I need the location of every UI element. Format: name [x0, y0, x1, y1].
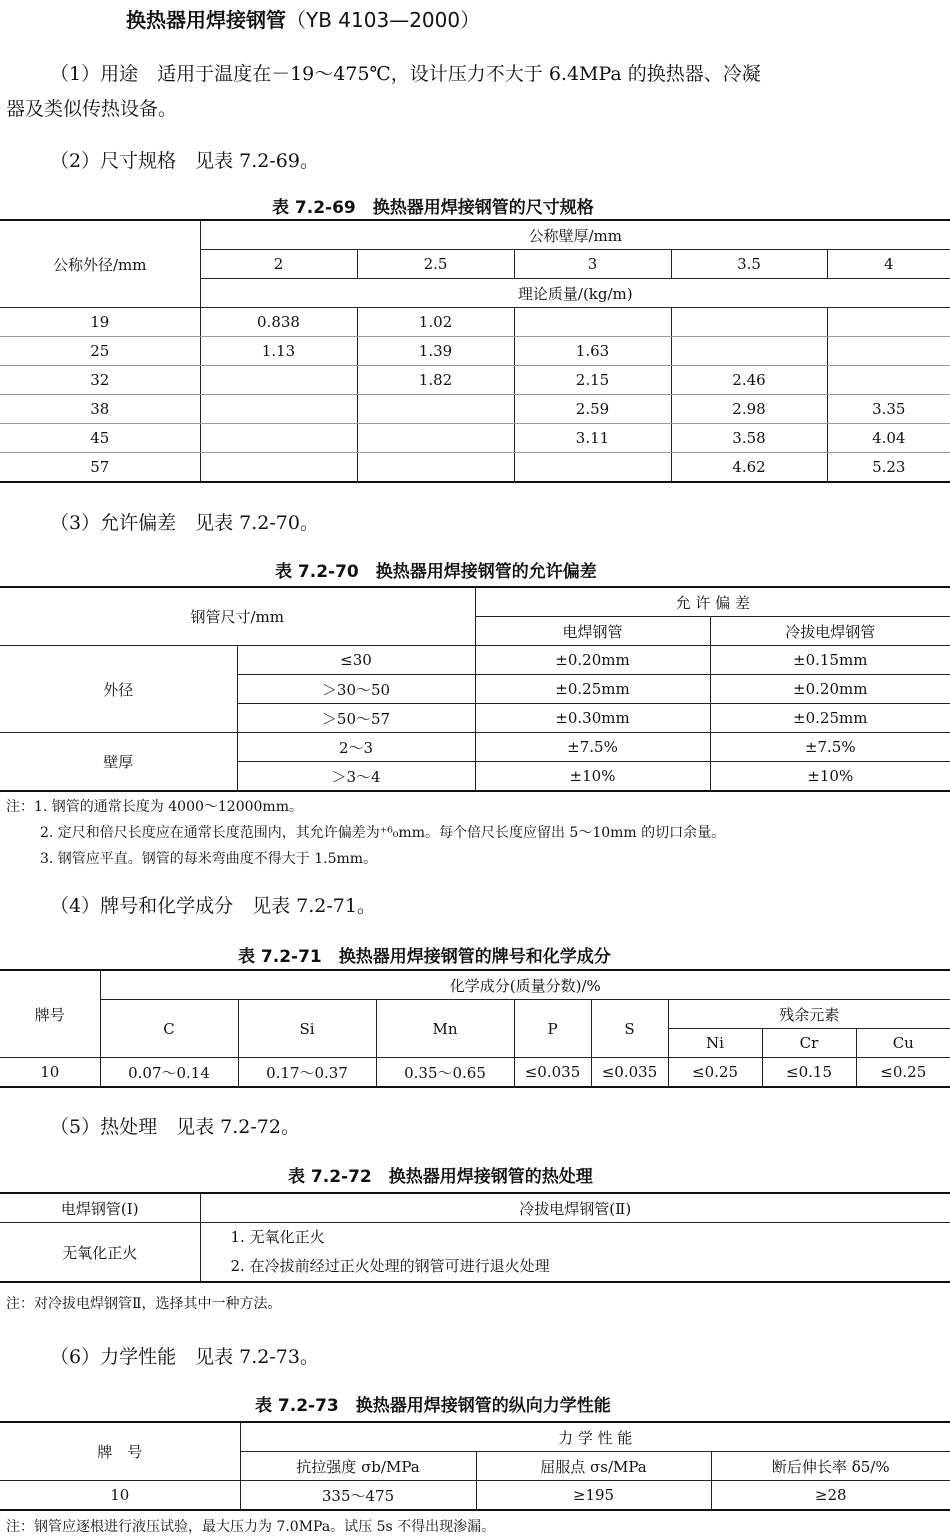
mass-cell: 3.58 [671, 424, 827, 453]
mass-cell: 1.13 [200, 337, 357, 366]
od-cell: 45 [0, 424, 200, 453]
t72-cell-1: 无氧化正火 [0, 1223, 200, 1283]
mass-cell [357, 453, 514, 483]
residual-header: 残余元素 [668, 1000, 950, 1029]
grade-header: 牌号 [0, 970, 100, 1058]
table-72-caption: 表 7.2-72 换热器用焊接钢管的热处理 [288, 1167, 593, 1187]
section-1-line-2: 器及类似传热设备。 [6, 98, 178, 120]
mn-cell: 0.35～0.65 [376, 1058, 514, 1088]
mass-cell: 2.46 [671, 366, 827, 395]
mass-cell [200, 366, 357, 395]
mass-cell [671, 308, 827, 337]
table-72 [0, 1192, 950, 1283]
table-row [0, 424, 950, 453]
mass-cell: 2.15 [514, 366, 671, 395]
od-cell: 19 [0, 308, 200, 337]
section-1-line-1: （1）用途 适用于温度在－19～475℃，设计压力不大于 6.4MPa 的换热器、冷凝 [50, 63, 761, 85]
table-row [0, 1058, 950, 1088]
wall-value: 3.5 [671, 250, 827, 279]
mass-cell: 2.59 [514, 395, 671, 424]
t72-header-1: 电焊钢管(Ⅰ) [0, 1193, 200, 1223]
mass-cell: 0.838 [200, 308, 357, 337]
s-cell: ≤0.035 [591, 1058, 668, 1088]
table-71 [0, 969, 950, 1088]
mass-cell [514, 453, 671, 483]
mass-cell: 3.11 [514, 424, 671, 453]
chem-header: 化学成分(质量分数)/% [100, 970, 950, 1000]
t72-header-2: 冷拔电焊钢管(Ⅱ) [200, 1193, 950, 1223]
range-cell: ＞3～4 [237, 762, 475, 792]
table-73-note: 注：钢管应逐根进行液压试验，最大压力为 7.0MPa。试压 5s 不得出现渗漏。 [6, 1519, 496, 1535]
od-label: 外径 [0, 646, 237, 733]
wall-value: 4 [827, 250, 950, 279]
c-cell: 0.07～0.14 [100, 1058, 238, 1088]
tensile-header: 抗拉强度 σb/MPa [240, 1452, 476, 1481]
t73-grade-cell: 10 [0, 1481, 240, 1511]
cd-header: 冷拔电焊钢管 [710, 617, 950, 646]
ew-cell: ±0.20mm [475, 646, 710, 675]
t73-grade-header: 牌 号 [0, 1422, 240, 1481]
mass-cell [357, 424, 514, 453]
wall-value: 3 [514, 250, 671, 279]
section-5-heading: （5）热处理 见表 7.2-72。 [50, 1116, 300, 1138]
range-cell: 2～3 [237, 733, 475, 762]
mass-cell: 1.82 [357, 366, 514, 395]
mass-cell [827, 366, 950, 395]
section-6-heading: （6）力学性能 见表 7.2-73。 [50, 1346, 319, 1368]
ni-cell: ≤0.25 [668, 1058, 762, 1088]
ew-cell: ±10% [475, 762, 710, 792]
si-cell: 0.17～0.37 [238, 1058, 376, 1088]
table-70-note-3: 3. 钢管应平直。钢管的每米弯曲度不得大于 1.5mm。 [40, 851, 378, 867]
mass-cell [514, 308, 671, 337]
mass-cell: 3.35 [827, 395, 950, 424]
table-70 [0, 586, 950, 792]
ew-cell: ±0.25mm [475, 675, 710, 704]
col-c: C [100, 1000, 238, 1058]
table-row [0, 337, 950, 366]
table-row [0, 395, 950, 424]
mass-header: 理论质量/(kg/m) [200, 279, 950, 308]
od-cell: 57 [0, 453, 200, 483]
table-row [0, 646, 950, 675]
elongation-header: 断后伸长率 δ5/% [711, 1452, 950, 1481]
col-cr: Cr [762, 1029, 856, 1058]
table-row [0, 1223, 950, 1283]
wall-value: 2.5 [357, 250, 514, 279]
col-mn: Mn [376, 1000, 514, 1058]
cd-cell: ±0.25mm [710, 704, 950, 733]
mass-cell [200, 424, 357, 453]
wall-label: 壁厚 [0, 733, 237, 792]
mech-header: 力 学 性 能 [240, 1422, 950, 1452]
ew-cell: ±7.5% [475, 733, 710, 762]
range-cell: ≤30 [237, 646, 475, 675]
yield-cell: ≥195 [476, 1481, 711, 1511]
col-si: Si [238, 1000, 376, 1058]
mass-cell [200, 453, 357, 483]
table-row [0, 453, 950, 483]
t72-cell-2 [200, 1223, 950, 1283]
mass-cell: 1.39 [357, 337, 514, 366]
table-73 [0, 1421, 950, 1511]
section-3-heading: （3）允许偏差 见表 7.2-70。 [50, 512, 319, 534]
table-row [0, 308, 950, 337]
range-cell: ＞50～57 [237, 704, 475, 733]
wall-header: 公称壁厚/mm [200, 220, 950, 250]
mass-cell [827, 337, 950, 366]
document-title-text: 换热器用焊接钢管 [126, 8, 286, 32]
table-70-caption: 表 7.2-70 换热器用焊接钢管的允许偏差 [275, 562, 597, 582]
table-70-note-2: 2. 定尺和倍尺长度应在通常长度范围内，其允许偏差为⁺⁶₀mm。每个倍尺长度应留出 5～10mm 的切口余量。 [40, 825, 726, 841]
table-70-note-1: 注：1. 钢管的通常长度为 4000～12000mm。 [6, 799, 303, 815]
table-72-note: 注：对冷拔电焊钢管Ⅱ，选择其中一种方法。 [6, 1296, 282, 1312]
mass-cell: 1.02 [357, 308, 514, 337]
cd-cell: ±10% [710, 762, 950, 792]
cd-cell: ±0.20mm [710, 675, 950, 704]
mass-cell: 4.62 [671, 453, 827, 483]
col-p: P [514, 1000, 591, 1058]
mass-cell [200, 395, 357, 424]
table-69-caption: 表 7.2-69 换热器用焊接钢管的尺寸规格 [272, 198, 594, 218]
size-header: 钢管尺寸/mm [0, 587, 475, 646]
elongation-cell: ≥28 [711, 1481, 950, 1511]
od-cell: 32 [0, 366, 200, 395]
cu-cell: ≤0.25 [856, 1058, 950, 1088]
mass-cell: 4.04 [827, 424, 950, 453]
grade-cell: 10 [0, 1058, 100, 1088]
mass-cell: 2.98 [671, 395, 827, 424]
table-row [0, 366, 950, 395]
mass-cell [827, 308, 950, 337]
yield-header: 屈服点 σs/MPa [476, 1452, 711, 1481]
col-cu: Cu [856, 1029, 950, 1058]
section-4-heading: （4）牌号和化学成分 见表 7.2-71。 [50, 895, 376, 917]
table-69 [0, 219, 950, 483]
od-cell: 25 [0, 337, 200, 366]
mass-cell: 1.63 [514, 337, 671, 366]
ew-cell: ±0.30mm [475, 704, 710, 733]
col-s: S [591, 1000, 668, 1058]
document-standard: （YB 4103—2000） [286, 8, 481, 32]
cd-cell: ±0.15mm [710, 646, 950, 675]
tensile-cell: 335～475 [240, 1481, 476, 1511]
table-71-caption: 表 7.2-71 换热器用焊接钢管的牌号和化学成分 [238, 947, 611, 967]
wall-value: 2 [200, 250, 357, 279]
table-row [0, 733, 950, 762]
table-row [0, 1481, 950, 1511]
section-2-heading: （2）尺寸规格 见表 7.2-69。 [50, 150, 319, 172]
mass-cell [357, 395, 514, 424]
document-title [126, 4, 480, 33]
od-cell: 38 [0, 395, 200, 424]
tolerance-header: 允 许 偏 差 [475, 587, 950, 617]
table-73-caption: 表 7.2-73 换热器用焊接钢管的纵向力学性能 [255, 1396, 611, 1416]
cd-cell: ±7.5% [710, 733, 950, 762]
col-ni: Ni [668, 1029, 762, 1058]
od-header: 公称外径/mm [0, 220, 200, 308]
t72-line-2: 2. 在冷拔前经过正火处理的钢管可进行退火处理 [230, 1257, 550, 1275]
p-cell: ≤0.035 [514, 1058, 591, 1088]
ew-header: 电焊钢管 [475, 617, 710, 646]
cr-cell: ≤0.15 [762, 1058, 856, 1088]
mass-cell: 5.23 [827, 453, 950, 483]
mass-cell [671, 337, 827, 366]
t72-line-1: 1. 无氧化正火 [230, 1228, 325, 1246]
range-cell: ＞30～50 [237, 675, 475, 704]
